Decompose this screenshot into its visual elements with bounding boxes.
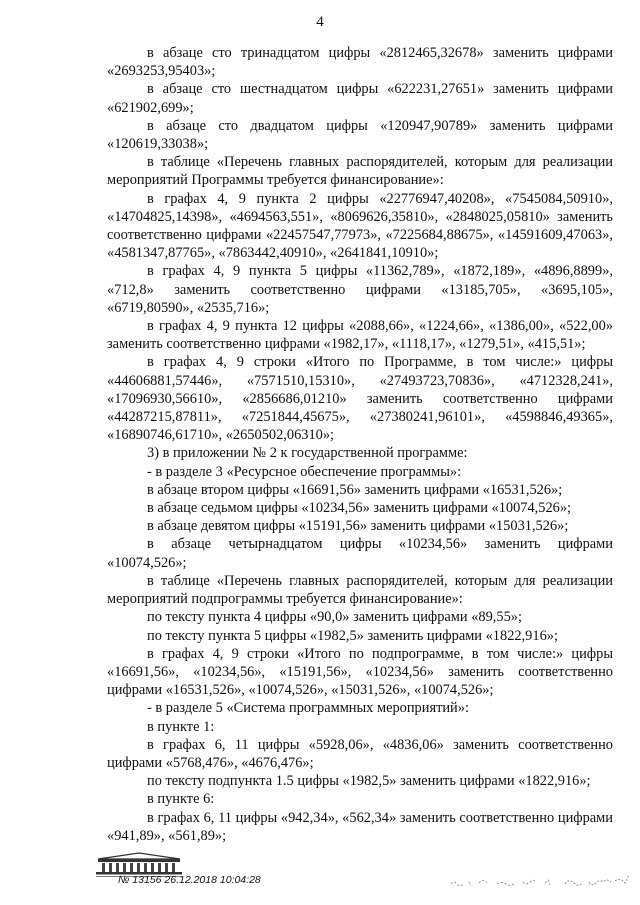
paragraph: в абзаце четырнадцатом цифры «10234,56» заменить цифрами «10074,526»;: [107, 536, 613, 571]
paragraph: в пункте 6:: [147, 791, 215, 808]
body-text: [107, 44, 613, 845]
paragraph: в графах 4, 9 пункта 2 цифры «22776947,40208», «7545084,50910», «14704825,14398», «4694563,551», «8069626,35810», «2848025,05810» заменить соответственно цифрами «22457547,77973», «7225684,88675», «14591609,47063», «4581347,87765», «7863442,40910», «2641841,10910»;: [107, 190, 613, 262]
paragraph: в таблице «Перечень главных распорядителей, которым для реализации мероприятий подпрограммы требуется финансирование»:: [107, 572, 613, 608]
paragraph: - в разделе 5 «Система программных мероприятий»:: [147, 700, 469, 717]
paragraph: в абзаце сто тринадцатом цифры «2812465,32678» заменить цифрами «2693253,95403»;: [107, 45, 613, 80]
paragraph: в абзаце девятом цифры «15191,56» заменить цифрами «15031,526»;: [147, 518, 569, 535]
paragraph: в графах 6, 11 цифры «942,34», «562,34» заменить соответственно цифрами «941,89», «561,89»;: [107, 809, 613, 844]
paragraph: в графах 4, 9 пункта 5 цифры «11362,789», «1872,189», «4896,8899», «712,8» заменить соответственно цифрами «13185,705», «3695,105», «6719,80590», «2535,716»;: [107, 263, 613, 316]
paragraph: в абзаце седьмом цифры «10234,56» заменить цифрами «10074,526»;: [147, 500, 572, 517]
paragraph: по тексту подпункта 1.5 цифры «1982,5» заменить цифрами «1822,916»;: [147, 773, 591, 790]
paragraph: в абзаце втором цифры «16691,56» заменить цифрами «16531,526»;: [147, 481, 563, 498]
paragraph: в абзаце сто двадцатом цифры «120947,90789» заменить цифрами «120619,33038»;: [107, 117, 613, 153]
document-registration-id: № 13156 26.12.2018 10:04:28: [118, 874, 261, 886]
paragraph: в графах 4, 9 строки «Итого по подпрограмме, в том числе:» цифры «16691,56», «10234,56», «15191,56», «10234,56» заменить соответственно цифрами «16531,526», «10074,526», «15031,526», «10074,526»;: [107, 645, 613, 699]
footer: [92, 852, 632, 897]
paragraph: 3) в приложении № 2 к государственной программе:: [147, 445, 468, 462]
paragraph: в таблице «Перечень главных распорядителей, которым для реализации мероприятий Программы требуется финансирование»:: [107, 154, 613, 189]
faint-handwritten-marks-icon: [447, 862, 637, 892]
paragraph: - в разделе 3 «Ресурсное обеспечение программы»:: [147, 463, 462, 480]
paragraph: по тексту пункта 5 цифры «1982,5» заменить цифрами «1822,916»;: [147, 627, 558, 644]
paragraph: в абзаце сто шестнадцатом цифры «622231,27651» заменить цифрами «621902,699»;: [107, 81, 613, 116]
page-number: 4: [316, 14, 324, 30]
paragraph: в графах 6, 11 цифры «5928,06», «4836,06» заменить соответственно цифрами «5768,476», «4676,476»;: [107, 736, 613, 771]
paragraph: в графах 4, 9 пункта 12 цифры «2088,66», «1224,66», «1386,00», «522,00» заменить соответственно цифрами «1982,17», «1118,17», «1279,51», «415,51»;: [107, 318, 613, 353]
paragraph: в пункте 1:: [147, 718, 215, 735]
paragraph: по тексту пункта 4 цифры «90,0» заменить цифрами «89,55»;: [147, 609, 522, 626]
paragraph: в графах 4, 9 строки «Итого по Программе, в том числе:» цифры «44606881,57446», «7571510,15310», «27493723,70836», «4712328,241», «17096930,56610», «2856686,01210» заменить соответственно цифрами «44287215,87811», «7251844,45675», «27380241,96101», «4598846,49365», «16890746,61710», «2650502,06310»;: [107, 354, 613, 444]
